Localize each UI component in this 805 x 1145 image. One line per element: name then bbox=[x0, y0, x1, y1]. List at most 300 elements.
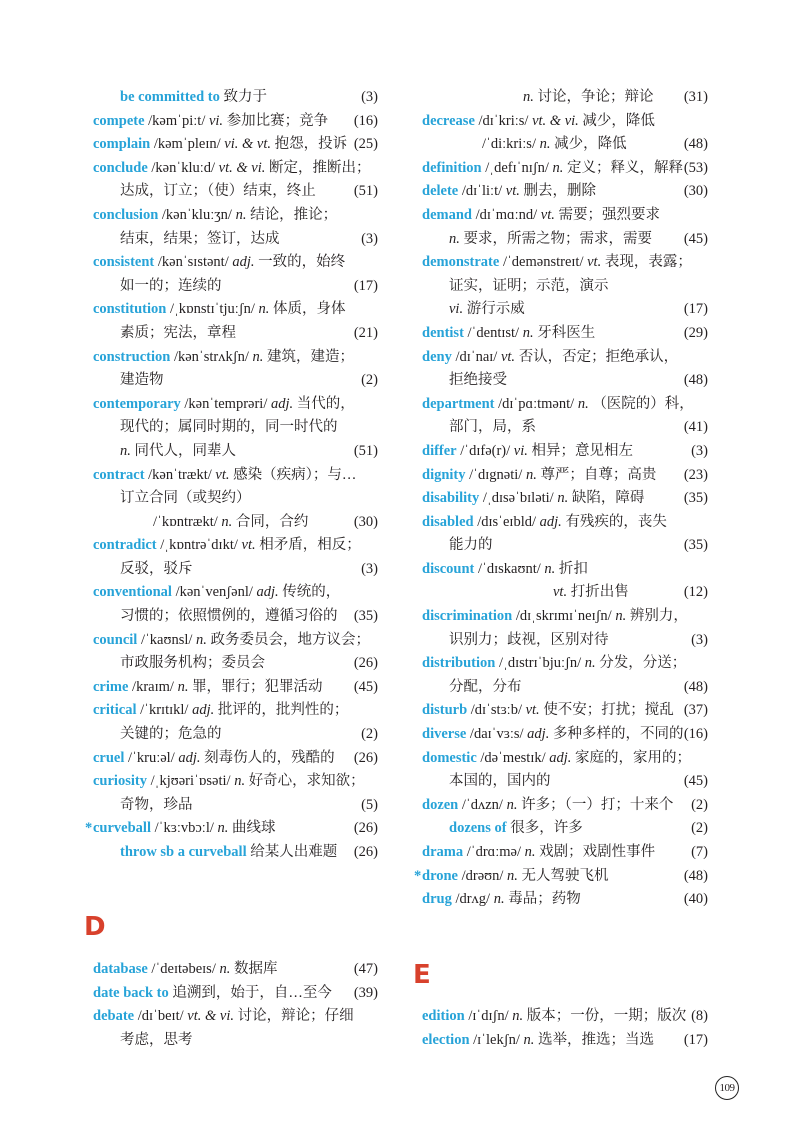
definition: 相异；意见相左 bbox=[531, 442, 634, 459]
definition: 表现，表露； bbox=[604, 254, 692, 271]
phonetic: /kraɪm/ bbox=[132, 678, 174, 695]
vocab-entry-continuation bbox=[422, 770, 708, 794]
headword: dozens of bbox=[449, 820, 507, 837]
definition: 缺陷，障碍 bbox=[571, 490, 645, 507]
unit-reference: (16) bbox=[353, 112, 378, 129]
vocab-entry-continuation bbox=[422, 817, 708, 841]
headword: be committed to bbox=[120, 89, 220, 105]
unit-reference: (29) bbox=[683, 324, 708, 341]
vocab-entry bbox=[93, 676, 378, 700]
definition: 结论，推论； bbox=[250, 206, 338, 223]
definition: 给某人出难题 bbox=[250, 844, 338, 860]
unit-reference: (47) bbox=[353, 961, 378, 977]
definition: 刻毒伤人的，残酷的 bbox=[204, 749, 335, 766]
definition: 考虑，思考 bbox=[120, 1031, 193, 1048]
unit-reference: (2) bbox=[361, 372, 378, 389]
headword: disabled bbox=[422, 513, 474, 530]
headword: department bbox=[422, 395, 495, 412]
unit-reference: (37) bbox=[683, 702, 708, 719]
vocab-entry-continuation bbox=[93, 369, 378, 393]
vocab-entry bbox=[422, 1005, 708, 1029]
unit-reference: (3) bbox=[361, 89, 378, 105]
unit-reference: (3) bbox=[361, 230, 378, 247]
definition: 感染（疾病）；与… bbox=[233, 466, 357, 483]
unit-reference: (3) bbox=[691, 442, 708, 459]
definition: 断定，推断出； bbox=[269, 159, 371, 176]
vocab-entry-continuation bbox=[422, 86, 708, 110]
unit-reference: (26) bbox=[353, 820, 378, 837]
vocab-entry bbox=[422, 487, 708, 511]
definition: 本国的，国内的 bbox=[449, 773, 551, 790]
definition: 识别力；歧视，区别对待 bbox=[449, 631, 609, 648]
vocab-entry-continuation bbox=[422, 676, 708, 700]
headword: construction bbox=[93, 348, 171, 365]
phonetic: /dɪˈmɑːnd/ bbox=[475, 206, 538, 223]
unit-reference: (2) bbox=[691, 796, 708, 813]
unit-reference: (21) bbox=[353, 324, 378, 341]
vocab-entry-continuation bbox=[93, 440, 378, 464]
definition: 版本；一份，一期；版次 bbox=[526, 1008, 687, 1024]
definition: 要求，所需之物；需求，需要 bbox=[463, 230, 652, 247]
vocab-entry-continuation bbox=[93, 180, 378, 204]
vocab-entry bbox=[93, 464, 378, 488]
part-of-speech: n. bbox=[234, 773, 246, 790]
vocab-entry bbox=[93, 251, 378, 275]
headword: election bbox=[422, 1031, 470, 1048]
vocab-entry bbox=[422, 204, 708, 228]
phonetic: /dɪˈstɜːb/ bbox=[470, 702, 522, 719]
headword: drone bbox=[422, 867, 458, 884]
phonetic: /kənˈtemprəri/ bbox=[184, 395, 268, 412]
part-of-speech: adj. bbox=[539, 513, 562, 530]
vocab-entry bbox=[422, 440, 708, 464]
definition: 罪，罪行；犯罪活动 bbox=[192, 678, 323, 695]
part-of-speech: n. bbox=[506, 796, 518, 813]
vocab-entry-continuation bbox=[93, 1029, 378, 1053]
unit-reference: (35) bbox=[683, 537, 708, 554]
vocab-entry-continuation bbox=[93, 275, 378, 299]
unit-reference: (39) bbox=[353, 984, 378, 1001]
phonetic: /dɪˈpɑːtmənt/ bbox=[498, 395, 575, 412]
definition: （医院的）科， bbox=[592, 395, 694, 412]
part-of-speech: n. bbox=[449, 230, 460, 247]
definition: 部门，局，系 bbox=[449, 419, 536, 436]
vocab-entry bbox=[93, 770, 378, 794]
phonetic: /drʌg/ bbox=[455, 891, 491, 908]
unit-reference: (23) bbox=[683, 466, 708, 483]
definition: 现代的；属同时期的，同一时代的 bbox=[120, 419, 338, 436]
part-of-speech: vi. bbox=[208, 112, 224, 129]
unit-reference: (45) bbox=[683, 230, 708, 247]
vocab-entry bbox=[422, 888, 708, 912]
unit-reference: (40) bbox=[683, 891, 708, 908]
headword: crime bbox=[93, 678, 129, 695]
unit-reference: (48) bbox=[683, 678, 708, 695]
phonetic: /dɪˈbeɪt/ bbox=[137, 1008, 184, 1025]
vocab-entry-continuation bbox=[422, 369, 708, 393]
headword: demand bbox=[422, 206, 472, 223]
definition: 打折出售 bbox=[570, 584, 629, 601]
page-number: 109 bbox=[715, 1076, 739, 1100]
vocab-entry bbox=[422, 699, 708, 723]
phonetic: /drəʊn/ bbox=[461, 867, 504, 884]
vocab-entry bbox=[422, 794, 708, 818]
vocab-entry bbox=[93, 133, 378, 157]
unit-reference: (35) bbox=[683, 490, 708, 507]
headword: dozen bbox=[422, 796, 459, 813]
vocab-entry bbox=[93, 393, 378, 417]
part-of-speech: adj. bbox=[178, 749, 201, 766]
vocab-entry bbox=[93, 110, 378, 134]
phonetic: /ˈdɪfə(r)/ bbox=[460, 442, 511, 459]
section-heading-e: E bbox=[413, 960, 431, 990]
definition: 折扣 bbox=[558, 560, 588, 577]
entry-star-marker: * bbox=[85, 820, 93, 837]
headword: curveball bbox=[93, 820, 151, 837]
headword: diverse bbox=[422, 726, 467, 743]
phonetic: /ˌdefɪˈnɪʃn/ bbox=[485, 159, 549, 176]
unit-reference: (3) bbox=[361, 560, 378, 577]
part-of-speech: vt. bbox=[587, 254, 602, 271]
vocab-entry bbox=[422, 1029, 708, 1053]
headword: conclusion bbox=[93, 206, 159, 223]
part-of-speech: vt. bbox=[505, 183, 520, 200]
headword: differ bbox=[422, 442, 457, 459]
headword: constitution bbox=[93, 301, 167, 318]
vocab-entry-continuation bbox=[422, 416, 708, 440]
part-of-speech: n. bbox=[252, 348, 264, 365]
definition: 能力的 bbox=[449, 537, 493, 554]
part-of-speech: n. bbox=[217, 820, 229, 837]
definition: 许多；（一）打；十来个 bbox=[521, 796, 674, 813]
definition: 无人驾驶飞机 bbox=[521, 867, 609, 884]
phonetic: /kənˈkluːd/ bbox=[151, 159, 216, 176]
part-of-speech: adj. bbox=[549, 749, 572, 766]
phonetic: /dɪsˈeɪbld/ bbox=[477, 513, 537, 530]
left-column bbox=[85, 86, 378, 865]
part-of-speech: adj. bbox=[270, 395, 294, 412]
headword: critical bbox=[93, 702, 137, 719]
vocab-entry-continuation bbox=[93, 652, 378, 676]
right-column bbox=[414, 86, 708, 912]
headword: distribution bbox=[422, 655, 496, 672]
unit-reference: (17) bbox=[683, 1031, 708, 1048]
part-of-speech: n. bbox=[258, 301, 270, 318]
unit-reference: (48) bbox=[683, 867, 708, 884]
definition: 结束，结果；签订，达成 bbox=[120, 230, 280, 247]
definition: 删去，删除 bbox=[523, 183, 596, 200]
headword: curiosity bbox=[93, 773, 147, 790]
phonetic: /dɪˌskrɪmɪˈneɪʃn/ bbox=[515, 608, 612, 625]
part-of-speech: vt. & vi. bbox=[187, 1008, 234, 1025]
unit-reference: (35) bbox=[353, 608, 378, 625]
part-of-speech: vt. & vi. bbox=[218, 159, 266, 176]
definition: 戏剧；戏剧性事件 bbox=[539, 844, 656, 860]
definition: 批评的，批判性的； bbox=[217, 702, 349, 719]
headword: delete bbox=[422, 183, 459, 200]
vocab-entry bbox=[422, 605, 708, 629]
part-of-speech: vt. bbox=[540, 206, 555, 223]
headword: contract bbox=[93, 466, 145, 483]
vocab-entry bbox=[422, 511, 708, 535]
headword: consistent bbox=[93, 254, 155, 271]
phonetic: /ˈkruːəl/ bbox=[128, 749, 175, 766]
definition: 抱怨，投诉 bbox=[274, 136, 348, 153]
headword: dignity bbox=[422, 466, 466, 483]
section-d-list bbox=[93, 958, 378, 1052]
vocab-entry bbox=[93, 1005, 378, 1029]
vocab-entry-continuation bbox=[422, 228, 708, 252]
phonetic: /kənˈstrʌkʃn/ bbox=[173, 348, 249, 365]
vocab-entry-continuation bbox=[422, 581, 708, 605]
definition: 建筑，建造； bbox=[267, 348, 354, 365]
phonetic: /ɪˈlekʃn/ bbox=[473, 1031, 520, 1048]
vocab-entry bbox=[85, 817, 378, 841]
unit-reference: (30) bbox=[353, 513, 378, 530]
phonetic: /ˌkɒnstɪˈtjuːʃn/ bbox=[169, 301, 255, 318]
unit-reference: (26) bbox=[353, 749, 378, 766]
definition: 体质，身体 bbox=[273, 301, 346, 318]
definition: 反驳，驳斥 bbox=[120, 560, 193, 577]
definition: 市政服务机构；委员会 bbox=[120, 655, 265, 672]
phonetic: /ˈdemənstreɪt/ bbox=[502, 254, 584, 271]
phonetic: /ˌkɒntrəˈdɪkt/ bbox=[160, 537, 238, 554]
part-of-speech: n. bbox=[577, 395, 589, 412]
definition: 曲线球 bbox=[232, 820, 276, 837]
part-of-speech: n. bbox=[120, 442, 131, 459]
vocab-entry bbox=[93, 581, 378, 605]
unit-reference: (26) bbox=[353, 655, 378, 672]
headword: database bbox=[93, 961, 148, 977]
part-of-speech: n. bbox=[615, 608, 627, 625]
phonetic: /ˈkɒntrækt/ bbox=[153, 513, 218, 530]
part-of-speech: n. bbox=[221, 513, 233, 530]
part-of-speech: vi. & vt. bbox=[224, 136, 272, 153]
part-of-speech: vt. bbox=[553, 584, 568, 601]
unit-reference: (45) bbox=[683, 773, 708, 790]
vocab-entry bbox=[93, 699, 378, 723]
definition: 证实，证明；示范，演示 bbox=[449, 277, 609, 294]
phonetic: /ˈdɪskaʊnt/ bbox=[478, 560, 541, 577]
definition: 讨论，辩论；仔细 bbox=[237, 1008, 354, 1025]
headword: definition bbox=[422, 159, 482, 176]
vocab-entry-continuation bbox=[93, 841, 378, 865]
vocab-entry bbox=[414, 865, 708, 889]
vocab-entry-continuation bbox=[93, 723, 378, 747]
headword: discount bbox=[422, 560, 475, 577]
part-of-speech: n. bbox=[525, 466, 537, 483]
headword: contemporary bbox=[93, 395, 181, 412]
vocab-entry bbox=[422, 157, 708, 181]
headword: council bbox=[93, 631, 138, 648]
phonetic: /daɪˈvɜːs/ bbox=[469, 726, 524, 743]
definition: 讨论，争论；辩论 bbox=[537, 89, 654, 105]
vocab-entry bbox=[93, 747, 378, 771]
unit-reference: (53) bbox=[683, 159, 708, 176]
headword: conclude bbox=[93, 159, 148, 176]
vocab-entry bbox=[422, 841, 708, 865]
headword: discrimination bbox=[422, 608, 513, 625]
definition: 建造物 bbox=[120, 372, 164, 389]
vocab-entry-continuation bbox=[422, 629, 708, 653]
unit-reference: (41) bbox=[683, 419, 708, 436]
unit-reference: (31) bbox=[683, 89, 708, 105]
phonetic: /ˈdentɪst/ bbox=[467, 324, 520, 341]
phonetic: /ˈkɜːvbɔːl/ bbox=[154, 820, 214, 837]
part-of-speech: adj. bbox=[192, 702, 215, 719]
headword: disability bbox=[422, 490, 480, 507]
headword: throw sb a curveball bbox=[120, 844, 247, 860]
definition: 参加比赛；竞争 bbox=[226, 112, 329, 129]
unit-reference: (51) bbox=[353, 183, 378, 200]
headword: dentist bbox=[422, 324, 464, 341]
vocab-entry-continuation bbox=[422, 534, 708, 558]
phonetic: /dəˈmestɪk/ bbox=[480, 749, 546, 766]
phonetic: /ˌkjʊəriˈɒsəti/ bbox=[150, 773, 231, 790]
vocab-entry bbox=[93, 298, 378, 322]
section-heading-d: D bbox=[84, 912, 106, 942]
vocab-entry bbox=[422, 747, 708, 771]
part-of-speech: adj. bbox=[256, 584, 279, 601]
vocab-entry bbox=[422, 558, 708, 582]
unit-reference: (12) bbox=[683, 584, 708, 601]
phonetic: /kənˈtrækt/ bbox=[148, 466, 212, 483]
vocab-entry bbox=[93, 157, 378, 181]
part-of-speech: n. bbox=[584, 655, 596, 672]
part-of-speech: vi. bbox=[513, 442, 528, 459]
unit-reference: (17) bbox=[353, 277, 378, 294]
unit-reference: (45) bbox=[353, 678, 378, 695]
definition: 很多，许多 bbox=[510, 820, 583, 837]
part-of-speech: n. bbox=[219, 961, 231, 977]
unit-reference: (51) bbox=[353, 442, 378, 459]
vocab-entry bbox=[422, 723, 708, 747]
phonetic: /kəmˈpleɪn/ bbox=[153, 136, 221, 153]
definition: 合同，合约 bbox=[235, 513, 309, 530]
vocab-entry bbox=[93, 982, 378, 1006]
phonetic: /ˌdɪstrɪˈbjuːʃn/ bbox=[498, 655, 582, 672]
vocab-entry-continuation bbox=[93, 794, 378, 818]
part-of-speech: n. bbox=[557, 490, 569, 507]
headword: date back to bbox=[93, 984, 169, 1001]
definition: 辨别力， bbox=[629, 608, 688, 625]
definition: 如一的；连续的 bbox=[120, 277, 222, 294]
vocab-entry-continuation bbox=[93, 416, 378, 440]
phonetic: /kənˈvenʃənl/ bbox=[175, 584, 253, 601]
part-of-speech: adj. bbox=[232, 254, 255, 271]
headword: deny bbox=[422, 348, 452, 365]
vocab-entry-continuation bbox=[93, 228, 378, 252]
headword: cruel bbox=[93, 749, 125, 766]
phonetic: /kənˈsɪstənt/ bbox=[157, 254, 229, 271]
part-of-speech: n. bbox=[235, 206, 247, 223]
unit-reference: (2) bbox=[361, 726, 378, 743]
vocab-entry-continuation bbox=[93, 322, 378, 346]
part-of-speech: vt. & vi. bbox=[532, 112, 579, 129]
unit-reference: (8) bbox=[691, 1008, 708, 1024]
vocab-entry bbox=[93, 958, 378, 982]
definition: 追溯到，始于，自…至今 bbox=[172, 984, 332, 1001]
definition: 家庭的，家用的； bbox=[575, 749, 692, 766]
unit-reference: (26) bbox=[353, 844, 378, 860]
vocab-entry bbox=[422, 110, 708, 134]
headword: contradict bbox=[93, 537, 157, 554]
headword: drama bbox=[422, 844, 464, 860]
unit-reference: (16) bbox=[683, 726, 708, 743]
vocab-entry bbox=[93, 204, 378, 228]
vocab-entry bbox=[422, 464, 708, 488]
unit-reference: (2) bbox=[691, 820, 708, 837]
phonetic: /kəmˈpiːt/ bbox=[148, 112, 206, 129]
part-of-speech: n. bbox=[544, 560, 556, 577]
headword: disturb bbox=[422, 702, 468, 719]
phonetic: /ɪˈdɪʃn/ bbox=[468, 1008, 509, 1024]
definition: 多种多样的，不同的 bbox=[552, 726, 684, 743]
part-of-speech: vi. bbox=[449, 301, 464, 318]
definition: 减少，降低 bbox=[582, 112, 655, 129]
definition: 拒绝接受 bbox=[449, 372, 507, 389]
vocab-entry-continuation bbox=[422, 275, 708, 299]
vocab-entry bbox=[422, 393, 708, 417]
definition: 同代人，同辈人 bbox=[134, 442, 236, 459]
vocab-entry bbox=[93, 346, 378, 370]
phonetic: /ˈdɪgnəti/ bbox=[469, 466, 523, 483]
definition: 分发，分送； bbox=[599, 655, 687, 672]
definition: 牙科医生 bbox=[537, 324, 596, 341]
headword: domestic bbox=[422, 749, 477, 766]
vocab-entry-continuation bbox=[93, 558, 378, 582]
phonetic: /ˈdrɑːmə/ bbox=[466, 844, 522, 860]
part-of-speech: n. bbox=[493, 891, 505, 908]
phonetic: /dɪˈkriːs/ bbox=[478, 112, 529, 129]
unit-reference: (25) bbox=[353, 136, 378, 153]
definition: 相矛盾，相反； bbox=[259, 537, 361, 554]
section-e-list bbox=[422, 1005, 708, 1052]
definition: 使不安；打扰；搅乱 bbox=[543, 702, 674, 719]
vocab-entry bbox=[422, 346, 708, 370]
part-of-speech: n. bbox=[524, 844, 536, 860]
phonetic: /ˌdɪsəˈbɪləti/ bbox=[482, 490, 554, 507]
definition: 数据库 bbox=[233, 961, 278, 977]
headword: conventional bbox=[93, 584, 172, 601]
part-of-speech: n. bbox=[523, 89, 534, 105]
phonetic: /ˈkaʊnsl/ bbox=[140, 631, 193, 648]
phonetic: /dɪˈnaɪ/ bbox=[455, 348, 498, 365]
part-of-speech: adj. bbox=[527, 726, 550, 743]
part-of-speech: n. bbox=[196, 631, 207, 648]
unit-reference: (7) bbox=[691, 844, 708, 860]
definition: 尊严；自尊；高贵 bbox=[540, 466, 657, 483]
headword: demonstrate bbox=[422, 254, 500, 271]
part-of-speech: vt. bbox=[241, 537, 256, 554]
vocab-entry bbox=[422, 652, 708, 676]
definition: 传统的， bbox=[282, 584, 341, 601]
part-of-speech: n. bbox=[507, 867, 518, 884]
unit-reference: (5) bbox=[361, 796, 378, 813]
vocab-entry-continuation bbox=[422, 133, 708, 157]
headword: edition bbox=[422, 1008, 465, 1024]
vocab-entry bbox=[422, 251, 708, 275]
unit-reference: (3) bbox=[691, 631, 708, 648]
unit-reference: (48) bbox=[683, 136, 708, 153]
vocab-entry-continuation bbox=[93, 487, 378, 511]
vocab-entry-continuation bbox=[93, 511, 378, 535]
phonetic: /dɪˈliːt/ bbox=[461, 183, 503, 200]
vocab-entry bbox=[422, 322, 708, 346]
part-of-speech: n. bbox=[512, 1008, 524, 1024]
phonetic: /kənˈkluːʒn/ bbox=[161, 206, 232, 223]
part-of-speech: n. bbox=[177, 678, 189, 695]
